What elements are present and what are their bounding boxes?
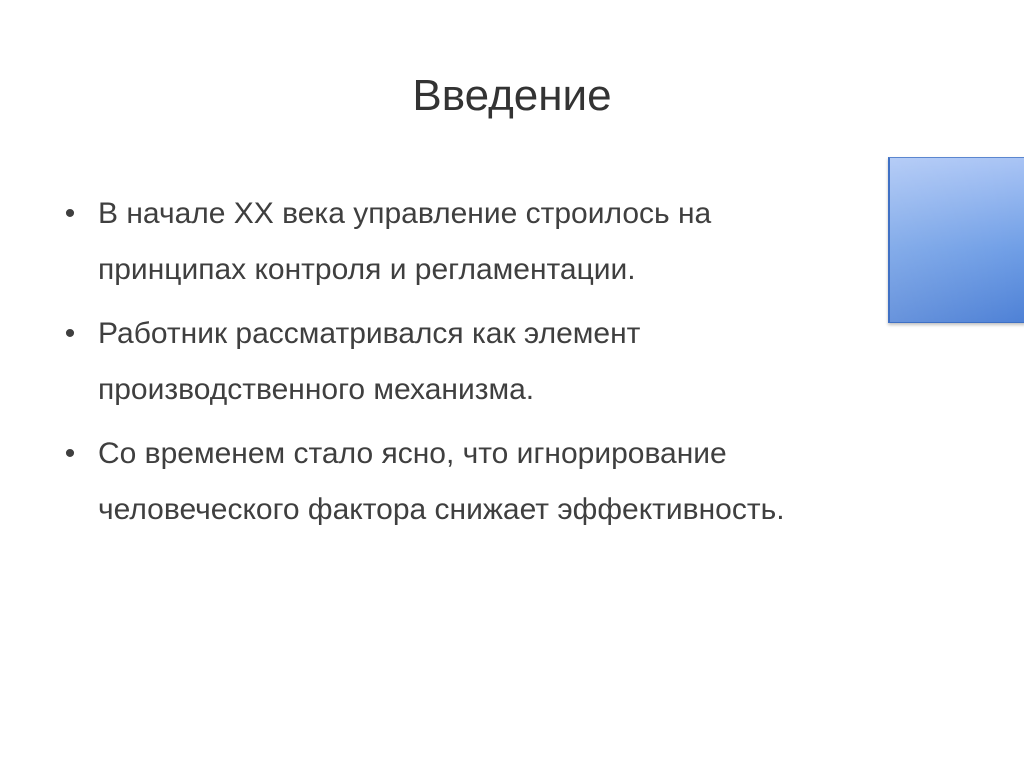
bullet-marker-icon: • — [64, 197, 76, 230]
bullet-item — [60, 426, 860, 538]
bullet-text: Работник рассматривался как элемент производственного механизма. — [98, 317, 641, 406]
bullet-item — [60, 306, 860, 418]
slide-title: Введение — [412, 71, 612, 120]
bullet-item — [60, 186, 860, 298]
bullet-list — [60, 186, 860, 546]
bullet-marker-icon: • — [64, 437, 76, 470]
rectangle-shade — [890, 158, 1024, 322]
bullet-text: Со временем стало ясно, что игнорирование человеческого фактора снижает эффективность. — [98, 437, 785, 526]
bullet-marker-icon: • — [64, 317, 76, 350]
bullet-text: В начале XX века управление строилось на принципах контроля и регламентации. — [98, 197, 712, 286]
decorative-blue-rectangle — [888, 157, 1024, 323]
